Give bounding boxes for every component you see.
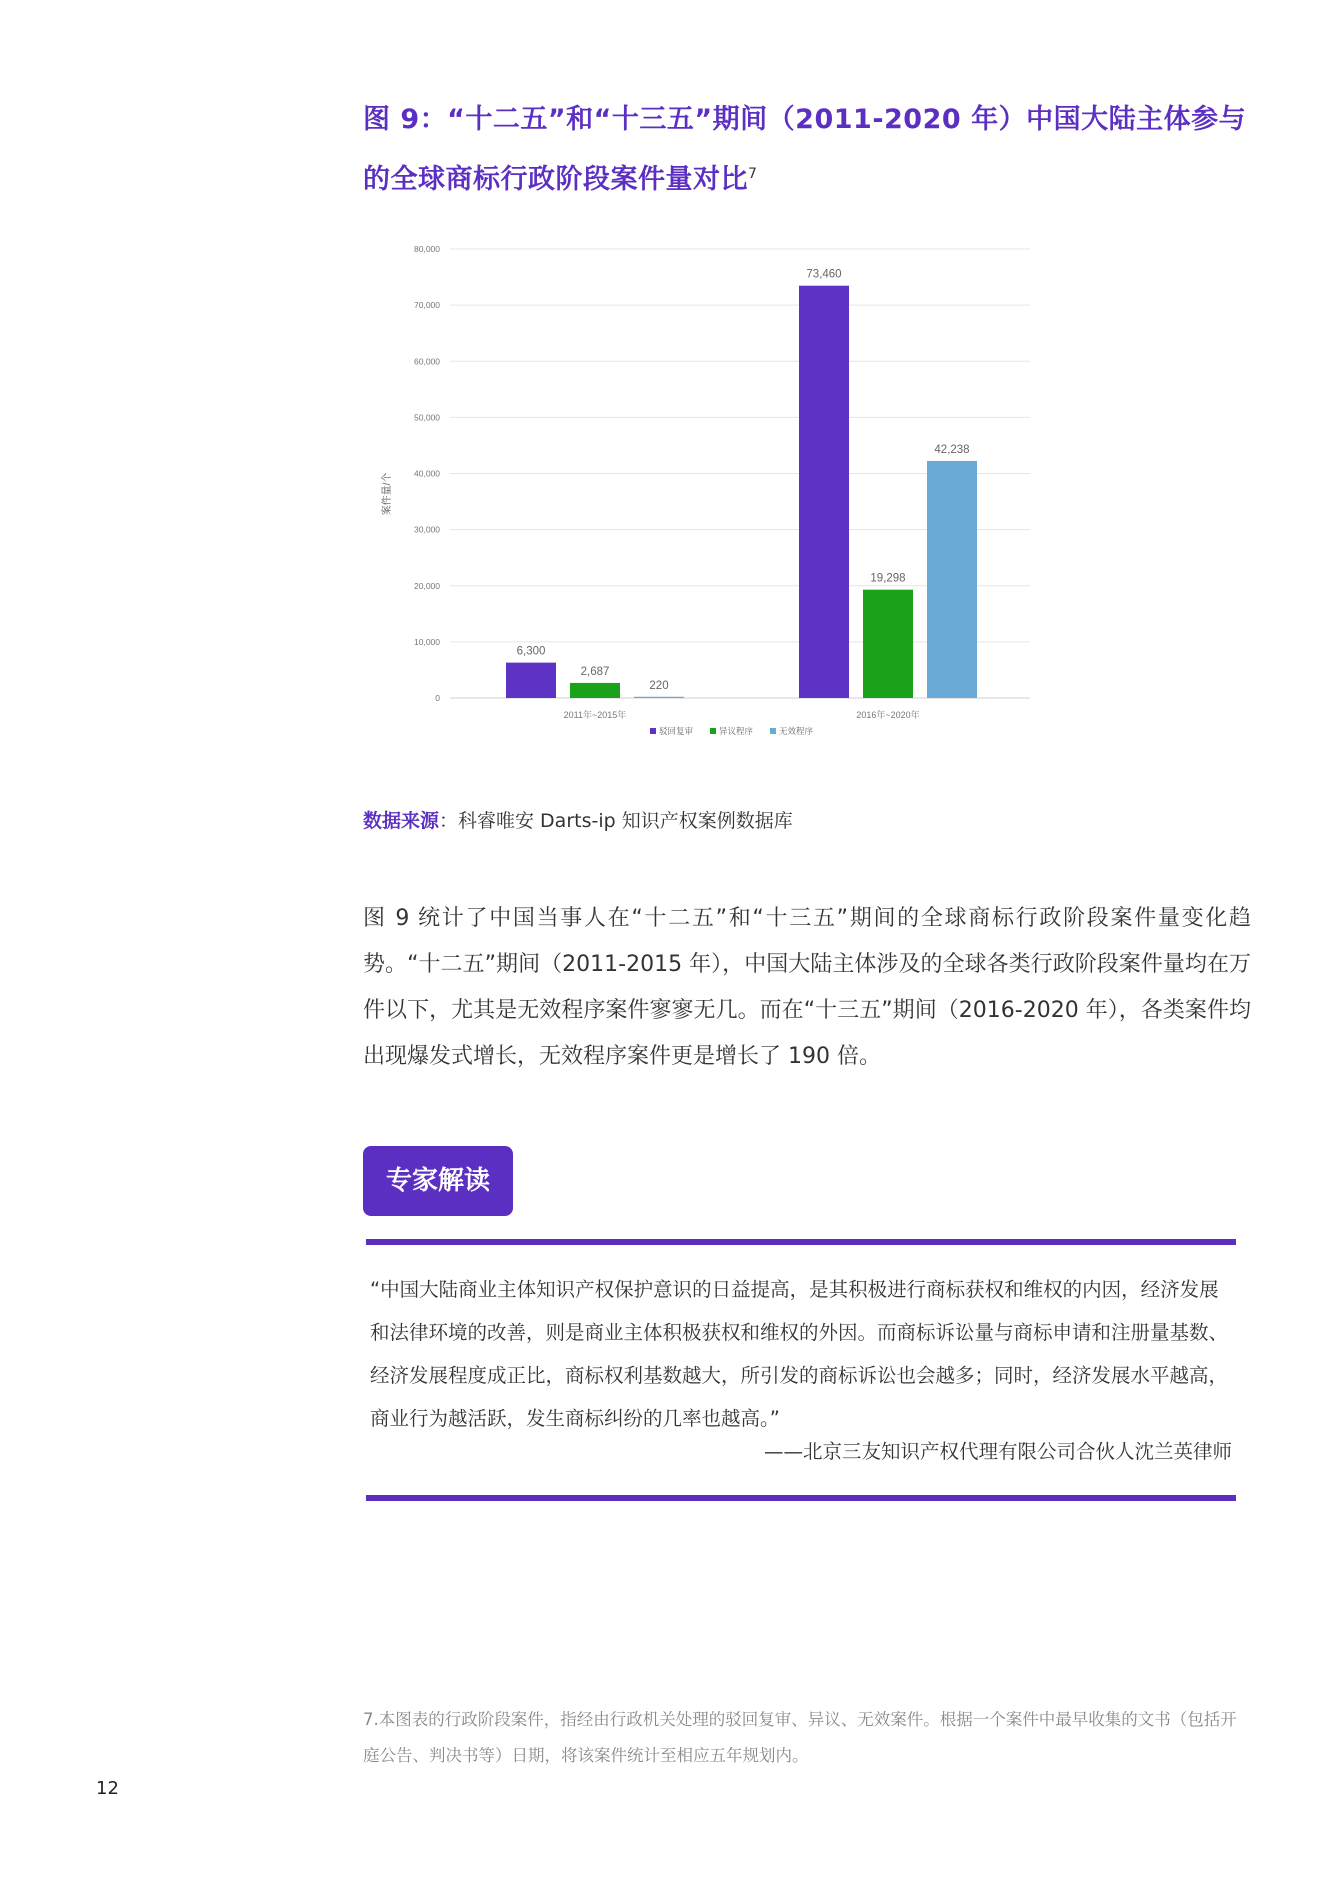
expert-quote: “中国大陆商业主体知识产权保护意识的日益提高，是其积极进行商标获权和维权的内因，经济发展和法律环境的改善，则是商业主体积极获权和维权的外因。而商标诉讼量与商标申请和注册量基数、经济发展程度成正比，商标权利基数越大，所引发的商标诉讼也会越多；同时，经济发展水平越高，商业行为越活跃，发生商标纠纷的几率也越高。” [370,1278,1229,1430]
bar-value-label: 6,300 [516,645,546,658]
y-tick-label: 40,000 [414,468,440,479]
y-tick-label: 0 [435,693,440,703]
bar [506,663,556,698]
y-tick-label: 80,000 [414,244,440,254]
legend-label: 异议程序 [719,726,754,736]
x-axis-labels [564,709,920,720]
data-source-text: ：科睿唯安 Darts-ip 知识产权案例数据库 [439,810,793,832]
data-source [363,806,793,833]
y-tick-label: 50,000 [414,412,440,423]
figure-title: 图 9：“十二五”和“十三五”期间（2011-2020 年）中国大陆主体参与的全球商标行政阶段案件量对比$^7$ [363,104,1247,195]
x-tick-label: 2016年~2020年 [856,710,920,720]
expert-badge: 专家解读 [363,1146,513,1216]
bar-value-label: 19,298 [870,572,906,585]
legend-label: 驳回复审 [659,726,694,736]
bottom-divider [366,1495,1236,1501]
bar-value-label: 2,687 [580,665,610,678]
legend-swatch [650,728,656,734]
footnote: 7.本图表的行政阶段案件，指经由行政机关处理的驳回复审、异议、无效案件。根据一个案件中最早收集的文书（包括开庭公告、判决书等）日期，将该案件统计至相应五年规划内。 [363,1710,1237,1765]
bar-chart [370,232,1050,752]
bar [927,461,977,698]
bar [863,590,913,698]
bar [799,286,849,698]
bar-value-label: 220 [649,679,669,692]
footnote-ref: 7 [748,166,758,182]
x-tick-label: 2011年~2015年 [563,710,627,720]
legend-swatch [770,728,776,734]
bar [570,683,620,698]
bar-value-label: 73,460 [806,268,842,281]
legend-label: 无效程序 [779,726,814,736]
y-axis-label: 案件量/个 [382,472,393,516]
y-axis-ticks [414,244,440,703]
top-divider [366,1239,1236,1245]
body-paragraph: 图 9 统计了中国当事人在“十二五”和“十三五”期间的全球商标行政阶段案件量变化趋势。“十二五”期间（2011-2015 年），中国大陆主体涉及的全球各类行政阶段案件量均在万件以下，尤其是无效程序案件寥寥无几。而在“十三五”期间（2016-2020 年），各类案件均出现爆发式增长，无效程序案件更是增长了 190 倍。 [363,906,1251,1069]
bar [634,697,684,698]
chart-legend [650,726,814,736]
expert-attribution: ——北京三友知识产权代理有限公司合伙人沈兰英律师 [763,1440,1232,1463]
data-source-label: 数据来源 [363,810,440,832]
bar-value-label: 42,238 [934,443,970,456]
y-tick-label: 70,000 [414,300,440,311]
y-tick-label: 10,000 [414,636,440,647]
y-tick-label: 60,000 [414,356,440,367]
legend-swatch [710,728,716,734]
y-tick-label: 20,000 [414,580,440,591]
page-number: 12 [96,1778,119,1799]
chart-bars [506,269,977,698]
y-tick-label: 30,000 [414,524,440,535]
